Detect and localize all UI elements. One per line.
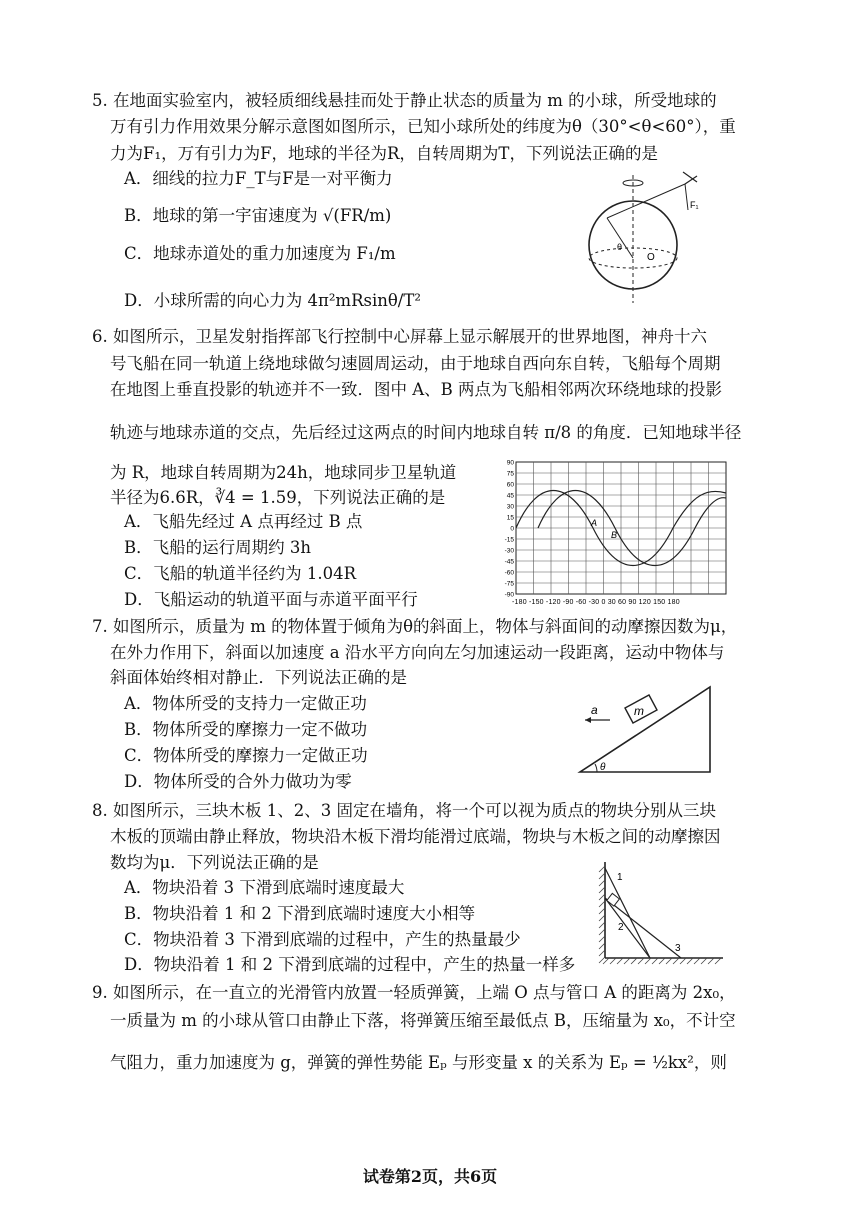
q8-board-2-label: 2 xyxy=(618,922,624,933)
q8-option-b: B．物块沿着 1 和 2 下滑到底端时速度大小相等 xyxy=(124,904,476,923)
q7-accel-label: a xyxy=(591,703,598,717)
q6-map-y-tick: -60 xyxy=(504,569,514,577)
q5-theta-label: θ xyxy=(617,242,623,252)
q5-option-d: D．小球所需的向心力为 4π²mRsinθ/T² xyxy=(124,291,421,310)
q7-option-a: A．物体所受的支持力一定做正功 xyxy=(124,694,367,713)
q6-map-y-tick: 60 xyxy=(506,481,514,489)
q8-option-a: A．物块沿着 3 下滑到底端时速度最大 xyxy=(124,878,405,897)
q6-option-d: D．飞船运动的轨道平面与赤道平面平行 xyxy=(124,590,418,609)
q6-stem-line-3: 在地图上垂直投影的轨迹并不一致．图中 A、B 两点为飞船相邻两次环绕地球的投影 xyxy=(110,380,723,399)
q6-stem-line-2: 号飞船在同一轨道上绕地球做匀速圆周运动，由于地球自西向东自转，飞船每个周期 xyxy=(110,354,721,373)
q5-stem-line-1: 5. 在地面实验室内，被轻质细线悬挂而处于静止状态的质量为 m 的小球，所受地球的 xyxy=(92,91,717,110)
page-footer: 试卷第2页，共6页 xyxy=(362,1167,498,1186)
q7-option-d: D．物体所受的合外力做功为零 xyxy=(124,772,352,791)
q8-option-d: D．物块沿着 1 和 2 下滑到底端的过程中，产生的热量一样多 xyxy=(124,955,576,974)
q6-map-y-tick: 90 xyxy=(506,459,514,467)
q9-stem-line-3: 气阻力，重力加速度为 g，弹簧的弹性势能 Eₚ 与形变量 x 的关系为 Eₚ = ½kx²，则 xyxy=(110,1053,727,1072)
q5-force-label: F₁ xyxy=(690,200,699,210)
q9-stem-line-1: 9. 如图所示，在一直立的光滑管内放置一轻质弹簧，上端 O 点与管口 A 的距离为 2x₀， xyxy=(92,983,736,1002)
q6-map-y-tick: 30 xyxy=(506,503,514,511)
q7-option-c: C．物体所受的摩擦力一定做正功 xyxy=(124,746,368,765)
q7-stem-line-1: 7. 如图所示，质量为 m 的物体置于倾角为θ的斜面上，物体与斜面间的动摩擦因数为μ， xyxy=(92,617,738,636)
q5-stem-line-2: 万有引力作用效果分解示意图如图所示，已知小球所处的纬度为θ（30°<θ<60°），重 xyxy=(110,117,736,136)
q5-stem-line-3: 力为F₁，万有引力为F，地球的半径为R，自转周期为T，下列说法正确的是 xyxy=(110,144,658,163)
q6-map-y-tick: -90 xyxy=(504,591,514,599)
q6-map-y-tick: -30 xyxy=(504,547,514,555)
q9-stem-line-2: 一质量为 m 的小球从管口由静止下落，将弹簧压缩至最低点 B，压缩量为 x₀，不计空 xyxy=(110,1011,736,1030)
q5-option-c: C．地球赤道处的重力加速度为 F₁/m xyxy=(124,244,396,263)
q7-stem-line-3: 斜面体始终相对静止．下列说法正确的是 xyxy=(110,668,407,687)
q6-point-b-label: B xyxy=(611,530,618,540)
q5-center-label: O xyxy=(647,252,655,263)
q6-map-y-tick: -75 xyxy=(504,580,514,588)
q6-map-y-tick: 0 xyxy=(510,525,514,533)
q6-map-x-ticks: -180 -150 -120 -90 -60 -30 0 30 60 90 120 150 180 xyxy=(512,599,680,606)
q8-board-1-label: 1 xyxy=(617,872,623,883)
q7-mass-label: m xyxy=(634,704,644,718)
q6-map-y-tick: -15 xyxy=(504,536,514,544)
q8-board-3-label: 3 xyxy=(675,943,681,954)
q7-option-b: B．物体所受的摩擦力一定不做功 xyxy=(124,720,368,739)
q8-stem-line-2: 木板的顶端由静止释放，物块沿木板下滑均能滑过底端，物块与木板之间的动摩擦因 xyxy=(110,827,721,846)
q6-point-a-label: A xyxy=(591,518,598,528)
q6-stem-line-1: 6. 如图所示，卫星发射指挥部飞行控制中心屏幕上显示解展开的世界地图，神舟十六 xyxy=(92,327,707,346)
q6-map-y-tick: -45 xyxy=(504,558,514,566)
q6-option-b: B．飞船的运行周期约 3h xyxy=(124,538,311,557)
q6-option-a: A．飞船先经过 A 点再经过 B 点 xyxy=(124,512,363,531)
q5-option-a: A．细线的拉力F_T与F是一对平衡力 xyxy=(124,169,393,188)
q5-option-b: B．地球的第一宇宙速度为 √(FR/m) xyxy=(124,206,392,225)
q7-theta-label: θ xyxy=(600,762,606,773)
q6-map-y-tick: 75 xyxy=(506,470,514,478)
q6-map-y-tick: 45 xyxy=(506,492,514,500)
q8-stem-line-1: 8. 如图所示，三块木板 1、2、3 固定在墙角，将一个可以视为质点的物块分别从三块 xyxy=(92,801,716,820)
q5-earth-figure xyxy=(585,170,715,305)
q6-ground-track-map xyxy=(498,458,733,606)
q8-stem-line-3: 数均为μ．下列说法正确的是 xyxy=(110,853,319,872)
q7-incline-figure xyxy=(575,682,715,777)
q6-map-y-ticks xyxy=(505,460,515,599)
q6-stem-line-5: 为 R，地球自转周期为24h，地球同步卫星轨道 xyxy=(110,463,457,482)
q8-option-c: C．物块沿着 3 下滑到底端的过程中，产生的热量最少 xyxy=(124,930,521,949)
q8-boards-figure xyxy=(595,858,725,966)
q6-option-c: C．飞船的轨道半径约为 1.04R xyxy=(124,564,357,583)
q6-stem-line-6: 半径为6.6R，∛4 = 1.59，下列说法正确的是 xyxy=(110,488,446,507)
q6-stem-line-4: 轨迹与地球赤道的交点，先后经过这两点的时间内地球自转 π/8 的角度．已知地球半径 xyxy=(110,423,742,442)
q7-stem-line-2: 在外力作用下，斜面以加速度 a 沿水平方向向左匀加速运动一段距离，运动中物体与 xyxy=(110,643,725,662)
q6-map-y-tick: 15 xyxy=(506,514,514,522)
